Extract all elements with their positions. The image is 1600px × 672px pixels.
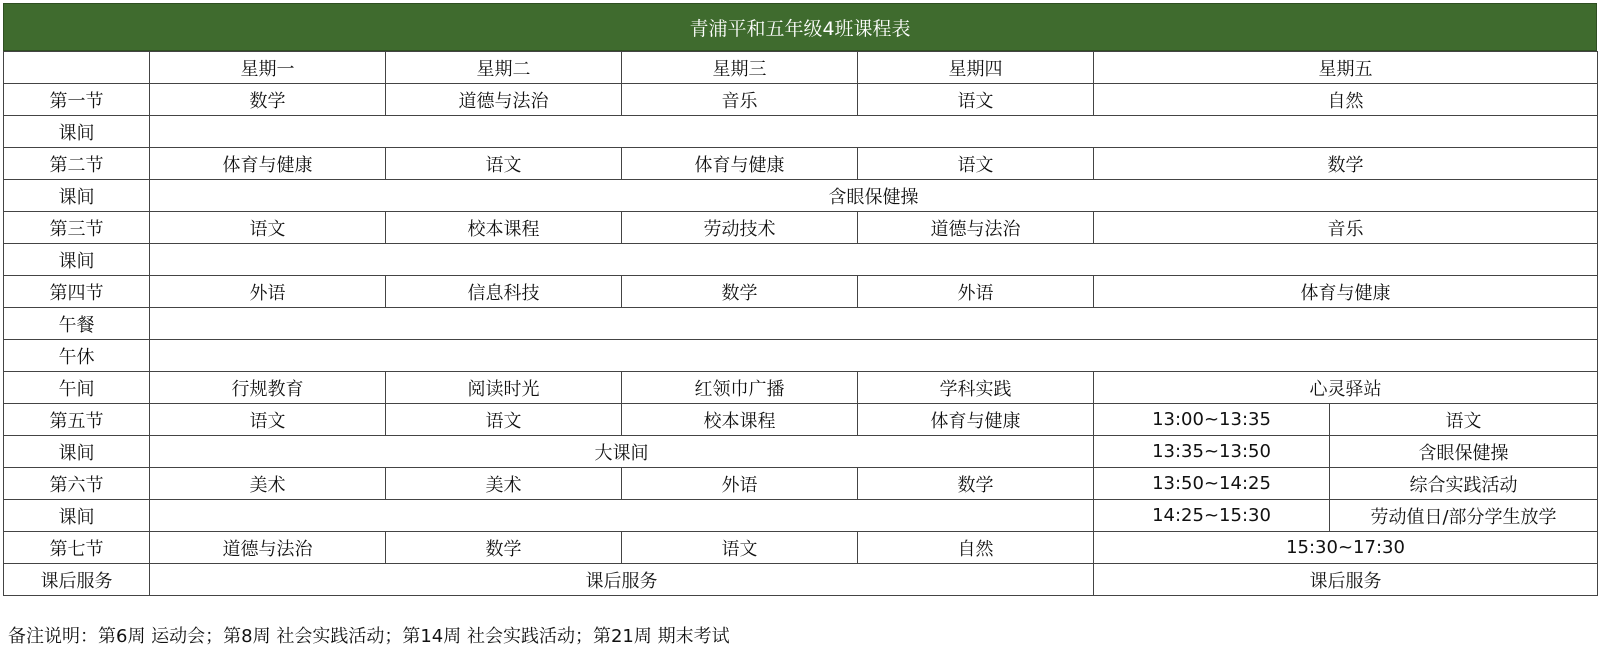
cell-thu: 数学 <box>858 468 1094 500</box>
cell-tue: 道德与法治 <box>386 84 622 116</box>
cell-thu: 外语 <box>858 276 1094 308</box>
break-cell <box>150 116 1598 148</box>
row-label: 课后服务 <box>4 564 150 596</box>
table-row <box>4 372 1598 404</box>
cell-fri-subject: 含眼保健操 <box>1330 436 1598 468</box>
table-row <box>4 116 1598 148</box>
cell-wed: 音乐 <box>622 84 858 116</box>
corner-cell <box>4 52 150 84</box>
table-row <box>4 340 1598 372</box>
row-label: 课间 <box>4 116 150 148</box>
day-header-thu: 星期四 <box>858 52 1094 84</box>
row-label: 第二节 <box>4 148 150 180</box>
table-row-days <box>4 52 1598 84</box>
cell-fri: 体育与健康 <box>1094 276 1598 308</box>
cell-wed: 数学 <box>622 276 858 308</box>
row-label: 第一节 <box>4 84 150 116</box>
cell-wed: 校本课程 <box>622 404 858 436</box>
cell-mon: 外语 <box>150 276 386 308</box>
cell-fri-time: 13:50~14:25 <box>1094 468 1330 500</box>
row-label: 第六节 <box>4 468 150 500</box>
break-cell <box>150 500 1094 532</box>
cell-tue: 阅读时光 <box>386 372 622 404</box>
cell-fri-time: 13:35~13:50 <box>1094 436 1330 468</box>
cell-mon: 语文 <box>150 212 386 244</box>
cell-fri: 音乐 <box>1094 212 1598 244</box>
schedule-title: 青浦平和五年级4班课程表 <box>3 3 1597 51</box>
table-row <box>4 404 1598 436</box>
row-label: 午间 <box>4 372 150 404</box>
row-label: 第四节 <box>4 276 150 308</box>
cell-tue: 语文 <box>386 404 622 436</box>
table-row <box>4 84 1598 116</box>
cell-fri-time: 15:30~17:30 <box>1094 532 1598 564</box>
cell-tue: 校本课程 <box>386 212 622 244</box>
cell-mon: 美术 <box>150 468 386 500</box>
row-label: 课间 <box>4 244 150 276</box>
schedule-document <box>3 3 1597 596</box>
row-label: 午餐 <box>4 308 150 340</box>
table-row <box>4 212 1598 244</box>
schedule-table <box>3 51 1598 596</box>
cell-mon: 行规教育 <box>150 372 386 404</box>
lunch-cell <box>150 308 1598 340</box>
table-row <box>4 564 1598 596</box>
day-header-tue: 星期二 <box>386 52 622 84</box>
table-row <box>4 308 1598 340</box>
row-label: 第三节 <box>4 212 150 244</box>
nap-cell <box>150 340 1598 372</box>
cell-mon: 数学 <box>150 84 386 116</box>
cell-mon: 道德与法治 <box>150 532 386 564</box>
cell-fri-time: 14:25~15:30 <box>1094 500 1330 532</box>
cell-wed: 劳动技术 <box>622 212 858 244</box>
cell-wed: 体育与健康 <box>622 148 858 180</box>
cell-tue: 美术 <box>386 468 622 500</box>
table-row <box>4 180 1598 212</box>
cell-fri-subject: 综合实践活动 <box>1330 468 1598 500</box>
remarks-note: 备注说明：第6周 运动会；第8周 社会实践活动；第14周 社会实践活动；第21周 期末考试 <box>8 626 730 647</box>
cell-wed: 外语 <box>622 468 858 500</box>
break-cell <box>150 244 1598 276</box>
cell-thu: 体育与健康 <box>858 404 1094 436</box>
cell-tue: 语文 <box>386 148 622 180</box>
cell-wed: 语文 <box>622 532 858 564</box>
day-header-wed: 星期三 <box>622 52 858 84</box>
cell-fri-time: 13:00~13:35 <box>1094 404 1330 436</box>
break-cell: 含眼保健操 <box>150 180 1598 212</box>
cell-tue: 信息科技 <box>386 276 622 308</box>
cell-wed: 红领巾广播 <box>622 372 858 404</box>
cell-thu: 道德与法治 <box>858 212 1094 244</box>
cell-fri: 自然 <box>1094 84 1598 116</box>
row-label: 第五节 <box>4 404 150 436</box>
row-label: 课间 <box>4 180 150 212</box>
day-header-fri: 星期五 <box>1094 52 1598 84</box>
row-label: 第七节 <box>4 532 150 564</box>
row-label: 课间 <box>4 436 150 468</box>
cell-fri-subject: 语文 <box>1330 404 1598 436</box>
cell-thu: 语文 <box>858 148 1094 180</box>
cell-thu: 学科实践 <box>858 372 1094 404</box>
cell-mon: 语文 <box>150 404 386 436</box>
table-row <box>4 148 1598 180</box>
cell-mon: 体育与健康 <box>150 148 386 180</box>
table-row <box>4 276 1598 308</box>
cell-fri: 课后服务 <box>1094 564 1598 596</box>
cell-thu: 语文 <box>858 84 1094 116</box>
table-row <box>4 500 1598 532</box>
cell-fri: 数学 <box>1094 148 1598 180</box>
cell-fri-subject: 劳动值日/部分学生放学 <box>1330 500 1598 532</box>
table-row <box>4 244 1598 276</box>
row-label: 午休 <box>4 340 150 372</box>
cell-tue: 数学 <box>386 532 622 564</box>
after-school-cell: 课后服务 <box>150 564 1094 596</box>
break-cell: 大课间 <box>150 436 1094 468</box>
cell-fri: 心灵驿站 <box>1094 372 1598 404</box>
day-header-mon: 星期一 <box>150 52 386 84</box>
table-row <box>4 468 1598 500</box>
cell-thu: 自然 <box>858 532 1094 564</box>
row-label: 课间 <box>4 500 150 532</box>
table-row <box>4 532 1598 564</box>
table-row <box>4 436 1598 468</box>
